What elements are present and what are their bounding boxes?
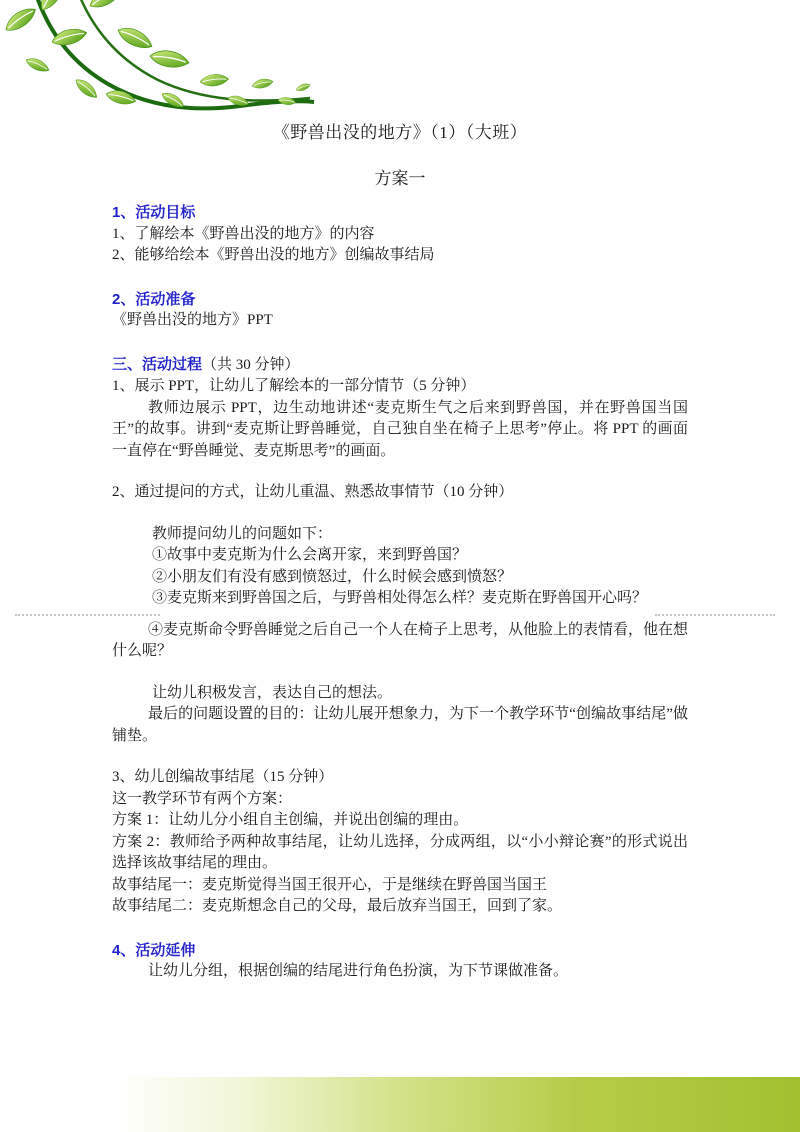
seam-right-dots <box>655 614 775 616</box>
doc-para: ④麦克斯命令野兽睡觉之后自己一个人在椅子上思考，从他脸上的表情看，他在想什么呢？ <box>112 621 689 659</box>
doc-heading: 4、活动延伸 <box>112 941 196 959</box>
doc-para: 教师边展示 PPT，边生动地讲述“麦克斯生气之后来到野兽国，并在野兽国当国王”的故事。讲到“麦克斯让野兽睡觉，自己独自坐在椅子上思考”停止。将 PPT 的画面一直停在“野兽睡觉、麦克斯思考”的画面。 <box>112 399 688 459</box>
doc-para: 故事结尾二：麦克斯想念自己的父母，最后放弃当国王，回到了家。 <box>112 898 563 914</box>
doc-para: 这一教学环节有两个方案： <box>112 790 293 807</box>
doc-para: 故事结尾一：麦克斯觉得当国王很开心，于是继续在野兽国当国王 <box>112 876 548 893</box>
doc-para: 最后的问题设置的目的：让幼儿展开想象力，为下一个教学环节“创编故事结尾”做铺垫。 <box>112 706 688 744</box>
doc-para: 1、展示 PPT，让幼儿了解绘本的一部分情节（5 分钟） <box>112 378 476 394</box>
doc-heading2 <box>112 354 688 377</box>
document-body <box>112 202 688 983</box>
document-content <box>112 120 688 983</box>
doc-para: 2、通过提问的方式，让幼儿重温、熟悉故事情节（10 分钟） <box>112 484 514 500</box>
doc-para: ③麦克斯来到野兽国之后，与野兽相处得怎么样？麦克斯在野兽国开心吗？ <box>152 590 648 606</box>
leaf-branch-icon <box>0 0 320 140</box>
doc-heading: 1、活动目标 <box>112 204 196 221</box>
doc-para: ①故事中麦克斯为什么会离开家，来到野兽国？ <box>152 547 468 563</box>
footer-gradient-bar <box>0 1077 800 1132</box>
doc-para: 让幼儿积极发言，表达自己的想法。 <box>152 684 393 701</box>
doc-para: 2、能够给绘本《野兽出没的地方》创编故事结局 <box>112 247 435 263</box>
doc-para: 《野兽出没的地方》PPT <box>112 312 273 328</box>
page-title: 《野兽出没的地方》（1）（大班） <box>272 123 528 142</box>
doc-para: 方案 2：教师给予两种故事结尾，让幼儿选择，分成两组，以“小小辩论赛”的形式说出选择该故事结尾的理由。 <box>112 833 688 871</box>
seam-left-dots <box>15 614 160 616</box>
doc-para: 1、了解绘本《野兽出没的地方》的内容 <box>112 225 375 242</box>
doc-para: ②小朋友们有没有感到愤怒过，什么时候会感到愤怒？ <box>152 568 513 585</box>
doc-para: 教师提问幼儿的问题如下： <box>152 525 333 542</box>
doc-para: 让幼儿分组，根据创编的结尾进行角色扮演，为下节课做准备。 <box>148 963 569 979</box>
section-heading-suffix: （共 30 分钟） <box>202 356 300 373</box>
page-break-seam <box>0 610 800 620</box>
section-heading-text: 三、活动过程 <box>112 355 203 373</box>
page-subtitle: 方案一 <box>374 169 426 188</box>
doc-heading: 2、活动准备 <box>112 290 196 308</box>
doc-para: 3、幼儿创编故事结尾（15 分钟） <box>112 769 334 785</box>
doc-para: 方案 1：让幼儿分小组自主创编，并说出创编的理由。 <box>112 812 469 828</box>
